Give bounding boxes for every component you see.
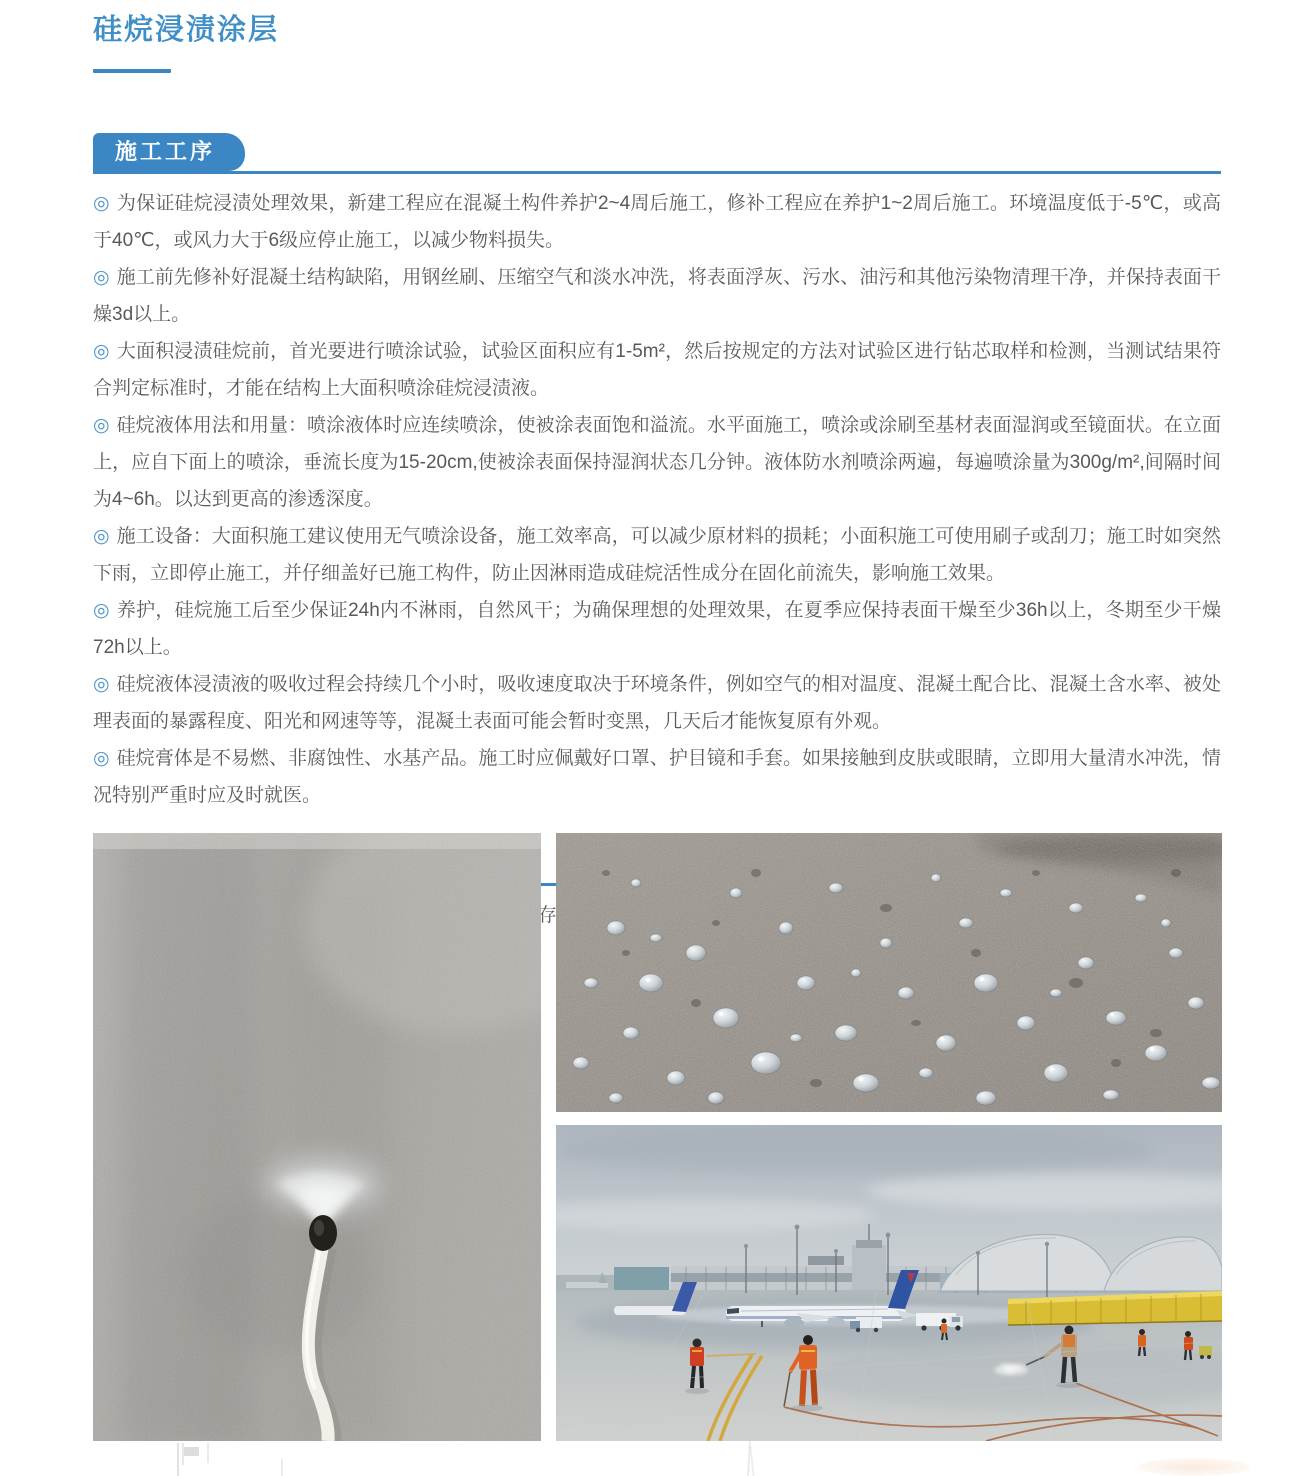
page-title: 硅烷浸渍涂层 — [93, 14, 280, 46]
photo-water-beads — [556, 833, 1222, 1112]
bullet-item — [93, 592, 1221, 666]
photo-wall-spray — [93, 833, 541, 1441]
bullet-marker: ◎ — [93, 341, 110, 362]
bullet-text: 硅烷膏体是不易燃、非腐蚀性、水基产品。施工时应佩戴好口罩、护目镜和手套。如果接触到皮肤或眼睛，立即用大量清水冲洗，情况特别严重时应及时就医。 — [93, 748, 1221, 806]
bullet-marker: ◎ — [93, 193, 110, 214]
section-heading-badge: 施工工序 — [93, 133, 245, 171]
bullet-item — [93, 518, 1221, 592]
bullet-text: 施工前先修补好混凝土结构缺陷，用钢丝刷、压缩空气和淡水冲洗，将表面浮灰、污水、油污和其他污染物清理干净，并保持表面干燥3d以上。 — [93, 267, 1221, 325]
section-header-construction — [93, 133, 1221, 174]
bullet-marker: ◎ — [93, 600, 110, 621]
bullet-marker: ◎ — [93, 415, 110, 436]
distant-building — [614, 1267, 669, 1290]
bullet-marker: ◎ — [93, 748, 110, 769]
bullet-item — [93, 740, 1221, 814]
bullet-item — [93, 333, 1221, 407]
bullet-text: 硅烷液体浸渍液的吸收过程会持续几个小时，吸收速度取决于环境条件，例如空气的相对温度、混凝土配合比、混凝土含水率、被处理表面的暴露程度、阳光和网速等等，混凝土表面可能会暂时变黑，几天后才能恢复原有外观。 — [93, 674, 1221, 732]
bullet-marker: ◎ — [93, 267, 110, 288]
water-beads-illustration — [556, 833, 1222, 1112]
document-content — [93, 0, 1221, 934]
title-underline — [93, 69, 171, 73]
photo-airport-apron — [556, 1125, 1222, 1441]
airport-apron-illustration — [556, 1125, 1222, 1441]
bullet-text: 施工设备：大面积施工建议使用无气喷涂设备，施工效率高，可以减少原材料的损耗；小面积施工可使用刷子或刮刀；施工时如突然下雨，立即停止施工，并仔细盖好已施工构件，防止因淋雨造成硅烷活性成分在固化前流失，影响施工效果。 — [93, 526, 1221, 584]
wall-spray-illustration — [93, 833, 541, 1441]
bullet-item — [93, 407, 1221, 518]
bullet-marker: ◎ — [93, 526, 110, 547]
faint-color-blob — [1138, 1458, 1250, 1476]
bullet-item — [93, 666, 1221, 740]
bullet-text: 养护，硅烷施工后至少保证24h内不淋雨，自然风干；为确保理想的处理效果，在夏季应保持表面干燥至少36h以上，冬期至少干燥72h以上。 — [93, 600, 1221, 658]
construction-bullet-list — [93, 185, 1221, 814]
spray-nozzle — [309, 1215, 337, 1251]
bullet-item — [93, 259, 1221, 333]
bullet-text: 为保证硅烷浸渍处理效果，新建工程应在混凝土构件养护2~4周后施工，修补工程应在养护1~2周后施工。环境温度低于-5℃，或高于40℃，或风力大于6级应停止施工，以减少物料损失。 — [93, 193, 1221, 251]
bullet-text: 大面积浸渍硅烷前，首光要进行喷涂试验，试验区面积应有1-5m²，然后按规定的方法对试验区进行钻芯取样和检测，当测试结果符合判定标准时，才能在结构上大面积喷涂硅烷浸渍液。 — [93, 341, 1221, 399]
bullet-text: 硅烷液体用法和用量：喷涂液体时应连续喷涂，使被涂表面饱和溢流。水平面施工，喷涂或涂刷至基材表面湿润或至镜面状。在立面上，应自下面上的喷涂，垂流长度为15-20cm,使被涂表面保持湿润状态几分钟。液体防水剂喷涂两遍，每遍喷涂量为300g/m²,间隔时间为4~6h。以达到更高的渗透深度。 — [93, 415, 1221, 510]
bullet-marker: ◎ — [93, 674, 110, 695]
bullet-item — [93, 185, 1221, 259]
figure-area — [93, 833, 1222, 1441]
